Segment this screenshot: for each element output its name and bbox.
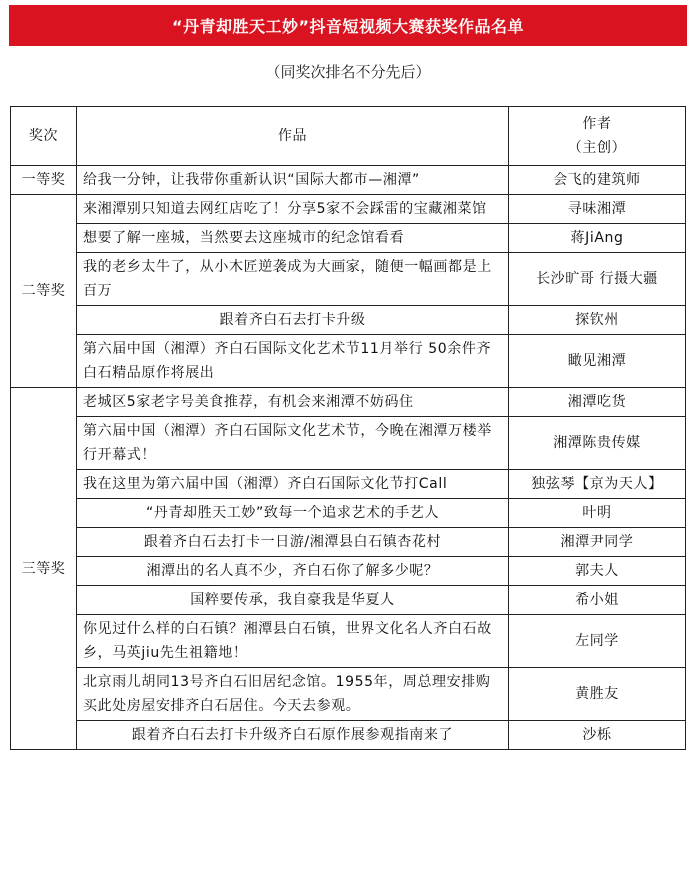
table-row bbox=[11, 417, 686, 470]
author-name: 湘潭吃货 bbox=[509, 388, 686, 417]
table-row bbox=[11, 499, 686, 528]
author-name: 希小姐 bbox=[509, 586, 686, 615]
author-name: 长沙旷哥 行摄大疆 bbox=[509, 253, 686, 306]
table-row bbox=[11, 195, 686, 224]
work-title: 想要了解一座城，当然要去这座城市的纪念馆看看 bbox=[77, 224, 509, 253]
author-name: 蒋JiAng bbox=[509, 224, 686, 253]
subtitle: （同奖次排名不分先后） bbox=[265, 63, 431, 81]
table-row bbox=[11, 388, 686, 417]
table-header-row bbox=[11, 107, 686, 166]
work-title: 我在这里为第六届中国（湘潭）齐白石国际文化节打Call bbox=[77, 470, 509, 499]
author-name: 叶明 bbox=[509, 499, 686, 528]
award-first-prize: 一等奖 bbox=[11, 166, 77, 195]
header-author-subtitle: （主创） bbox=[567, 140, 627, 156]
author-name: 独弦琴【京为天人】 bbox=[509, 470, 686, 499]
table-row bbox=[11, 166, 686, 195]
work-title: 来湘潭别只知道去网红店吃了！分享5家不会踩雷的宝藏湘菜馆 bbox=[77, 195, 509, 224]
author-name: 会飞的建筑师 bbox=[509, 166, 686, 195]
table-row bbox=[11, 528, 686, 557]
author-name: 湘潭陈贵传媒 bbox=[509, 417, 686, 470]
award-third-prize: 三等奖 bbox=[11, 388, 77, 750]
table-row bbox=[11, 721, 686, 750]
author-name: 沙栎 bbox=[509, 721, 686, 750]
author-name: 探钦州 bbox=[509, 306, 686, 335]
table-row bbox=[11, 668, 686, 721]
header-award: 奖次 bbox=[11, 107, 77, 166]
work-title: 湘潭出的名人真不少，齐白石你了解多少呢？ bbox=[77, 557, 509, 586]
work-title: 你见过什么样的白石镇？湘潭县白石镇，世界文化名人齐白石故乡，马英jiu先生祖籍地！ bbox=[77, 615, 509, 668]
award-second-prize: 二等奖 bbox=[11, 195, 77, 388]
table-row bbox=[11, 470, 686, 499]
table-row bbox=[11, 335, 686, 388]
work-title: 跟着齐白石去打卡升级 bbox=[77, 306, 509, 335]
work-title: 国粹要传承，我自豪我是华夏人 bbox=[77, 586, 509, 615]
table-row bbox=[11, 615, 686, 668]
author-name: 瞰见湘潭 bbox=[509, 335, 686, 388]
work-title: 老城区5家老字号美食推荐，有机会来湘潭不妨码住 bbox=[77, 388, 509, 417]
table-row bbox=[11, 306, 686, 335]
author-name: 郭夫人 bbox=[509, 557, 686, 586]
work-title: 跟着齐白石去打卡升级齐白石原作展参观指南来了 bbox=[77, 721, 509, 750]
author-name: 寻味湘潭 bbox=[509, 195, 686, 224]
header-author bbox=[509, 107, 686, 166]
work-title: 第六届中国（湘潭）齐白石国际文化艺术节，今晚在湘潭万楼举行开幕式！ bbox=[77, 417, 509, 470]
table-row bbox=[11, 224, 686, 253]
work-title: 跟着齐白石去打卡一日游/湘潭县白石镇杏花村 bbox=[77, 528, 509, 557]
header-work: 作品 bbox=[77, 107, 509, 166]
author-name: 左同学 bbox=[509, 615, 686, 668]
award-table bbox=[10, 106, 686, 750]
work-title: 我的老乡太牛了，从小木匠逆袭成为大画家，随便一幅画都是上百万 bbox=[77, 253, 509, 306]
table-row bbox=[11, 557, 686, 586]
page-title: “丹青却胜天工妙”抖音短视频大赛获奖作品名单 bbox=[9, 5, 687, 46]
table-row bbox=[11, 253, 686, 306]
work-title: 北京雨儿胡同13号齐白石旧居纪念馆。1955年，周总理安排购买此处房屋安排齐白石居住。今天去参观。 bbox=[77, 668, 509, 721]
table-row bbox=[11, 586, 686, 615]
author-name: 黄胜友 bbox=[509, 668, 686, 721]
header-author-title: 作者 bbox=[582, 116, 612, 132]
author-name: 湘潭尹同学 bbox=[509, 528, 686, 557]
work-title: “丹青却胜天工妙”致每一个追求艺术的手艺人 bbox=[77, 499, 509, 528]
work-title: 第六届中国（湘潭）齐白石国际文化艺术节11月举行 50余件齐白石精品原作将展出 bbox=[77, 335, 509, 388]
work-title: 给我一分钟，让我带你重新认识“国际大都市—湘潭” bbox=[77, 166, 509, 195]
